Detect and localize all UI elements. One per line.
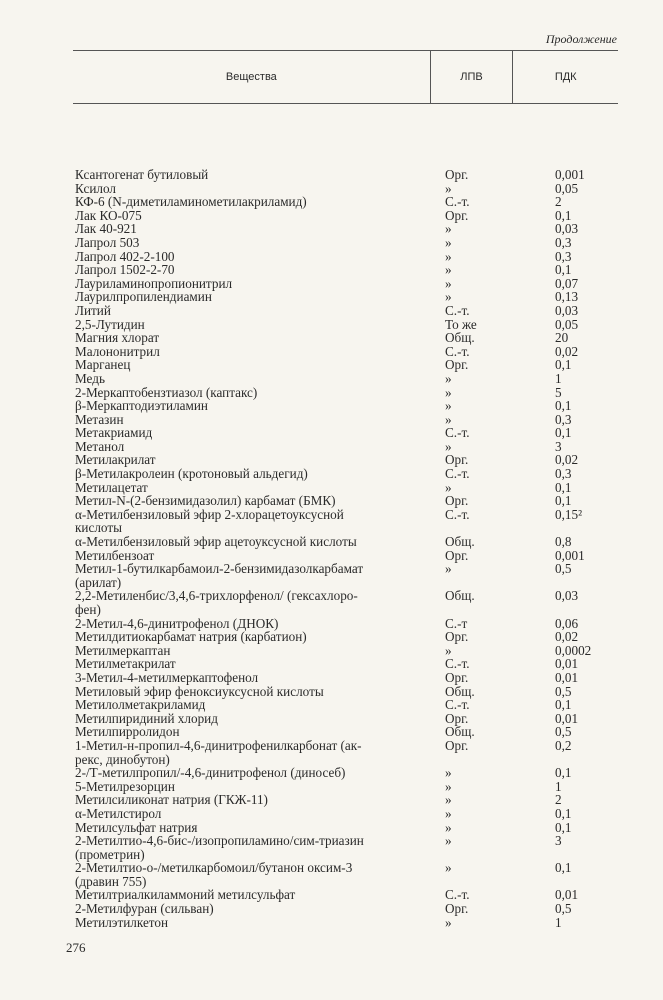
pdk-value: 0,01 <box>555 669 579 685</box>
pdk-value: 0,5 <box>555 561 572 577</box>
pdk-value: 0,5 <box>555 724 572 740</box>
lpv-value: » <box>445 234 452 250</box>
table-row <box>73 236 618 250</box>
pdk-value: 0,1 <box>555 805 572 821</box>
lpv-value: » <box>445 221 452 237</box>
substance-name: Метилсиликонат натрия (ГКЖ-11) <box>75 792 268 808</box>
table-row <box>73 821 618 835</box>
substance-name: β-Меркаптодиэтиламин <box>75 398 208 414</box>
substance-name: Ксантогенат бутиловый <box>75 167 209 182</box>
header-pdk: ПДК <box>554 71 577 83</box>
pdk-value: 0,1 <box>555 262 572 278</box>
lpv-value: » <box>445 914 452 930</box>
substance-name: фен) <box>75 602 101 617</box>
pdk-value: 0,05 <box>555 180 579 196</box>
lpv-value: С.-т. <box>445 194 470 210</box>
pdk-value: 0,15² <box>555 506 583 522</box>
substance-name: 2-/Т-метилпропил/-4,6-динитрофенол (диносеб) <box>75 765 346 781</box>
lpv-value: » <box>445 275 452 291</box>
table-row <box>73 712 618 726</box>
table-row <box>73 426 618 440</box>
pdk-value: 0,07 <box>555 275 579 291</box>
substance-name: КФ-6 (N-диметиламинометилакриламид) <box>75 194 307 210</box>
lpv-value: С.-т. <box>445 302 470 318</box>
table-row <box>73 644 618 658</box>
lpv-value: Орг. <box>445 737 469 753</box>
substance-name: Метанол <box>75 438 125 454</box>
lpv-value: » <box>445 860 452 876</box>
substance-name: (арилат) <box>75 574 122 590</box>
pdk-value: 0,1 <box>555 207 572 223</box>
pdk-value: 0,8 <box>555 534 572 550</box>
table-row <box>73 671 618 685</box>
table-row <box>73 263 618 277</box>
table-row <box>73 222 618 236</box>
lpv-value: Общ. <box>445 330 475 346</box>
substance-name: Метилтриалкиламмоний метилсульфат <box>75 887 296 903</box>
table-row <box>73 413 618 427</box>
pdk-value: 0,1 <box>555 860 572 876</box>
lpv-value: » <box>445 262 452 278</box>
pdk-value: 0,5 <box>555 901 572 917</box>
lpv-value: С.-т. <box>445 506 470 522</box>
pdk-value: 0,03 <box>555 221 579 237</box>
lpv-value: Общ. <box>445 683 475 699</box>
table-row <box>73 467 618 481</box>
substance-name: Лапрол 402-2-100 <box>75 248 175 264</box>
lpv-value: Орг. <box>445 629 469 645</box>
table-row <box>73 562 618 576</box>
pdk-value: 0,0002 <box>555 642 592 658</box>
substance-name: Лак 40-921 <box>75 221 137 237</box>
pdk-value: 0,13 <box>555 289 579 305</box>
pdk-value: 0,1 <box>555 425 572 441</box>
pdk-value <box>513 848 618 862</box>
substance-name: Метилпиридиний хлорид <box>75 710 218 726</box>
substance-name: Метакриамид <box>75 425 153 441</box>
table-row <box>73 386 618 400</box>
table-row <box>73 753 618 767</box>
lpv-value: » <box>445 778 452 794</box>
pdk-value: 0,1 <box>555 493 572 509</box>
lpv-value: » <box>445 819 452 835</box>
table-row <box>73 725 618 739</box>
lpv-value: Орг. <box>445 547 469 563</box>
table-header <box>73 50 618 104</box>
lpv-value: » <box>445 805 452 821</box>
lpv-value: Орг. <box>445 207 469 223</box>
substance-name: Литий <box>75 302 111 318</box>
substance-name: 2,2-Метиленбис/3,4,6-трихлорфенол/ (гексахлоро- <box>75 588 358 604</box>
substance-name: 2-Меркаптобензтиазол (каптакс) <box>75 384 258 400</box>
table-row <box>73 916 618 930</box>
lpv-value: Орг. <box>445 452 469 468</box>
lpv-value <box>431 753 513 767</box>
lpv-value: » <box>445 370 452 386</box>
pdk-value: 1 <box>555 778 562 794</box>
table-row <box>73 685 618 699</box>
lpv-value: » <box>445 384 452 400</box>
lpv-value <box>431 521 513 535</box>
table-row <box>73 630 618 644</box>
lpv-value <box>431 576 513 590</box>
substance-name: Метилпирролидон <box>75 724 180 740</box>
substance-name: (прометрин) <box>75 846 145 862</box>
lpv-value: С.-т. <box>445 425 470 441</box>
table-row <box>73 549 618 563</box>
table-row <box>73 481 618 495</box>
lpv-value: Орг. <box>445 710 469 726</box>
substance-name: α-Метилбензиловый эфир ацетоуксусной кислоты <box>75 534 357 550</box>
pdk-value: 2 <box>555 194 562 210</box>
lpv-value: Общ. <box>445 724 475 740</box>
table-row <box>73 508 618 522</box>
pdk-value: 0,5 <box>555 683 572 699</box>
table-row <box>73 195 618 209</box>
table-row <box>73 209 618 223</box>
lpv-value <box>431 848 513 862</box>
substance-name: Лапрол 503 <box>75 234 140 250</box>
pdk-value: 0,03 <box>555 302 579 318</box>
lpv-value: Общ. <box>445 588 475 604</box>
lpv-value <box>431 875 513 889</box>
lpv-value: » <box>445 765 452 781</box>
pdk-value <box>513 753 618 767</box>
substance-name: Метазин <box>75 411 124 427</box>
lpv-value: Орг. <box>445 669 469 685</box>
substance-name: Малононитрил <box>75 343 160 359</box>
lpv-value: » <box>445 411 452 427</box>
table-row <box>73 603 618 617</box>
lpv-value: » <box>445 289 452 305</box>
table-row <box>73 576 618 590</box>
substance-name: 2-Метил-4,6-динитрофенол (ДНОК) <box>75 615 279 631</box>
pdk-value: 0,03 <box>555 588 579 604</box>
lpv-value: С.-т. <box>445 887 470 903</box>
substance-name: Метил-1-бутилкарбамоил-2-бензимидазолкарбамат <box>75 561 364 577</box>
substance-name: 2-Метилтио-4,6-бис-/изопропиламино/сим-триазин <box>75 833 364 849</box>
pdk-value <box>513 521 618 535</box>
substance-name: Метилмеркаптан <box>75 642 171 658</box>
table-row <box>73 521 618 535</box>
pdk-value: 0,1 <box>555 697 572 713</box>
pdk-value: 0,001 <box>555 547 585 563</box>
pdk-value: 20 <box>555 330 569 346</box>
pdk-value: 0,02 <box>555 452 579 468</box>
lpv-value: Орг. <box>445 901 469 917</box>
substance-name: 3-Метил-4-метилмеркаптофенол <box>75 669 259 685</box>
substance-name: Марганец <box>75 357 131 373</box>
lpv-value: С.-т <box>445 615 468 631</box>
table-row <box>73 834 618 848</box>
pdk-value: 0,1 <box>555 765 572 781</box>
pdk-value: 0,3 <box>555 411 572 427</box>
table-row <box>73 617 618 631</box>
substance-name: 5-Метилрезорцин <box>75 778 175 794</box>
lpv-value: » <box>445 833 452 849</box>
pdk-value: 3 <box>555 438 562 454</box>
table-row <box>73 902 618 916</box>
table-body <box>73 104 618 929</box>
pdk-value: 5 <box>555 384 562 400</box>
substance-name: Метилметакрилат <box>75 656 176 672</box>
pdk-value: 0,05 <box>555 316 579 332</box>
lpv-value: То же <box>445 316 477 332</box>
table-row <box>73 888 618 902</box>
substance-name: Лапрол 1502-2-70 <box>75 262 175 278</box>
pdk-value: 0,02 <box>555 343 579 359</box>
table-row <box>73 780 618 794</box>
table-row <box>73 277 618 291</box>
table-row <box>73 358 618 372</box>
table-row <box>73 861 618 875</box>
table-row <box>73 875 618 889</box>
table-row <box>73 304 618 318</box>
lpv-value: С.-т. <box>445 466 470 482</box>
table-row <box>73 494 618 508</box>
substance-name: рекс, динобутон) <box>75 751 170 767</box>
table-row <box>73 345 618 359</box>
pdk-value: 0,1 <box>555 398 572 414</box>
pdk-value: 0,3 <box>555 248 572 264</box>
table-row <box>73 168 618 182</box>
pdk-value: 0,02 <box>555 629 579 645</box>
lpv-value: » <box>445 248 452 264</box>
pdk-value: 0,1 <box>555 357 572 373</box>
substance-name: 2-Метилфуран (сильван) <box>75 901 214 917</box>
table-row <box>73 453 618 467</box>
substance-name: Метиловый эфир феноксиуксусной кислоты <box>75 683 324 699</box>
lpv-value: Орг. <box>445 357 469 373</box>
substance-name: β-Метилакролеин (кротоновый альдегид) <box>75 466 308 482</box>
pdk-value: 2 <box>555 792 562 808</box>
table-row <box>73 739 618 753</box>
lpv-value: Орг. <box>445 493 469 509</box>
substance-name: Метилдитиокарбамат натрия (карбатион) <box>75 629 307 645</box>
continuation-label: Продолжение <box>545 32 617 46</box>
substance-name: Лак КО-075 <box>75 207 142 223</box>
pdk-value: 0,3 <box>555 466 572 482</box>
pdk-value <box>513 576 618 590</box>
substance-name: Метил-N-(2-бензимидазолил) карбамат (БМК) <box>75 493 336 509</box>
table-row <box>73 372 618 386</box>
pdk-value: 1 <box>555 370 562 386</box>
lpv-value: » <box>445 180 452 196</box>
table-row <box>73 589 618 603</box>
lpv-value: » <box>445 792 452 808</box>
table-row <box>73 440 618 454</box>
substance-name: α-Метилстирол <box>75 805 162 821</box>
substance-name: Ксилол <box>75 180 116 196</box>
table-row <box>73 793 618 807</box>
table-row <box>73 766 618 780</box>
lpv-value: С.-т. <box>445 697 470 713</box>
pdk-value: 0,06 <box>555 615 579 631</box>
lpv-value: » <box>445 438 452 454</box>
table-row <box>73 331 618 345</box>
table-row <box>73 657 618 671</box>
substance-name: Лаурилпропилендиамин <box>75 289 212 305</box>
page-number: 276 <box>66 940 86 955</box>
lpv-value: » <box>445 642 452 658</box>
table-row <box>73 182 618 196</box>
pdk-value: 1 <box>555 914 562 930</box>
lpv-value: » <box>445 398 452 414</box>
header-lpv: ЛПВ <box>430 51 514 103</box>
pdk-value <box>513 603 618 617</box>
pdk-value: 0,01 <box>555 710 579 726</box>
substance-name: Лауриламинопропионитрил <box>75 275 233 291</box>
lpv-value: » <box>445 561 452 577</box>
table-row <box>73 318 618 332</box>
substance-name: 2,5-Лутидин <box>75 316 145 332</box>
substance-name: Метилацетат <box>75 479 148 495</box>
pdk-value <box>513 875 618 889</box>
header-substance: Вещества <box>225 71 277 83</box>
pdk-value: 3 <box>555 833 562 849</box>
pdk-value: 0,1 <box>555 819 572 835</box>
substance-name: 1-Метил-н-пропил-4,6-динитрофенилкарбонат (ак- <box>75 737 362 753</box>
substance-name: Метилэтилкетон <box>75 914 169 930</box>
pdk-value: 0,01 <box>555 656 579 672</box>
substances-table <box>73 50 618 929</box>
lpv-value: С.-т. <box>445 656 470 672</box>
pdk-value: 0,1 <box>555 479 572 495</box>
substance-name: Метилсульфат натрия <box>75 819 198 835</box>
lpv-value: С.-т. <box>445 343 470 359</box>
table-row <box>73 848 618 862</box>
lpv-value: » <box>445 479 452 495</box>
table-row <box>73 535 618 549</box>
substance-name: Медь <box>75 370 105 386</box>
pdk-value: 0,2 <box>555 737 572 753</box>
substance-name: 2-Метилтио-о-/метилкарбомоил/бутанон оксим-3 <box>75 860 353 876</box>
substance-name: Магния хлорат <box>75 330 160 346</box>
substance-name: Метилолметакриламид <box>75 697 206 713</box>
substance-name: Метилакрилат <box>75 452 156 468</box>
pdk-value: 0,3 <box>555 234 572 250</box>
pdk-value: 0,001 <box>555 167 585 182</box>
table-row <box>73 250 618 264</box>
table-row <box>73 807 618 821</box>
substance-name: α-Метилбензиловый эфир 2-хлорацетоуксусной <box>75 506 344 522</box>
lpv-value: Орг. <box>445 167 469 182</box>
table-row <box>73 290 618 304</box>
lpv-value <box>431 603 513 617</box>
substance-name: Метилбензоат <box>75 547 155 563</box>
table-row <box>73 399 618 413</box>
table-row <box>73 698 618 712</box>
lpv-value: Общ. <box>445 534 475 550</box>
substance-name: (дравин 755) <box>75 873 147 889</box>
pdk-value: 0,01 <box>555 887 579 903</box>
substance-name: кислоты <box>75 520 122 536</box>
